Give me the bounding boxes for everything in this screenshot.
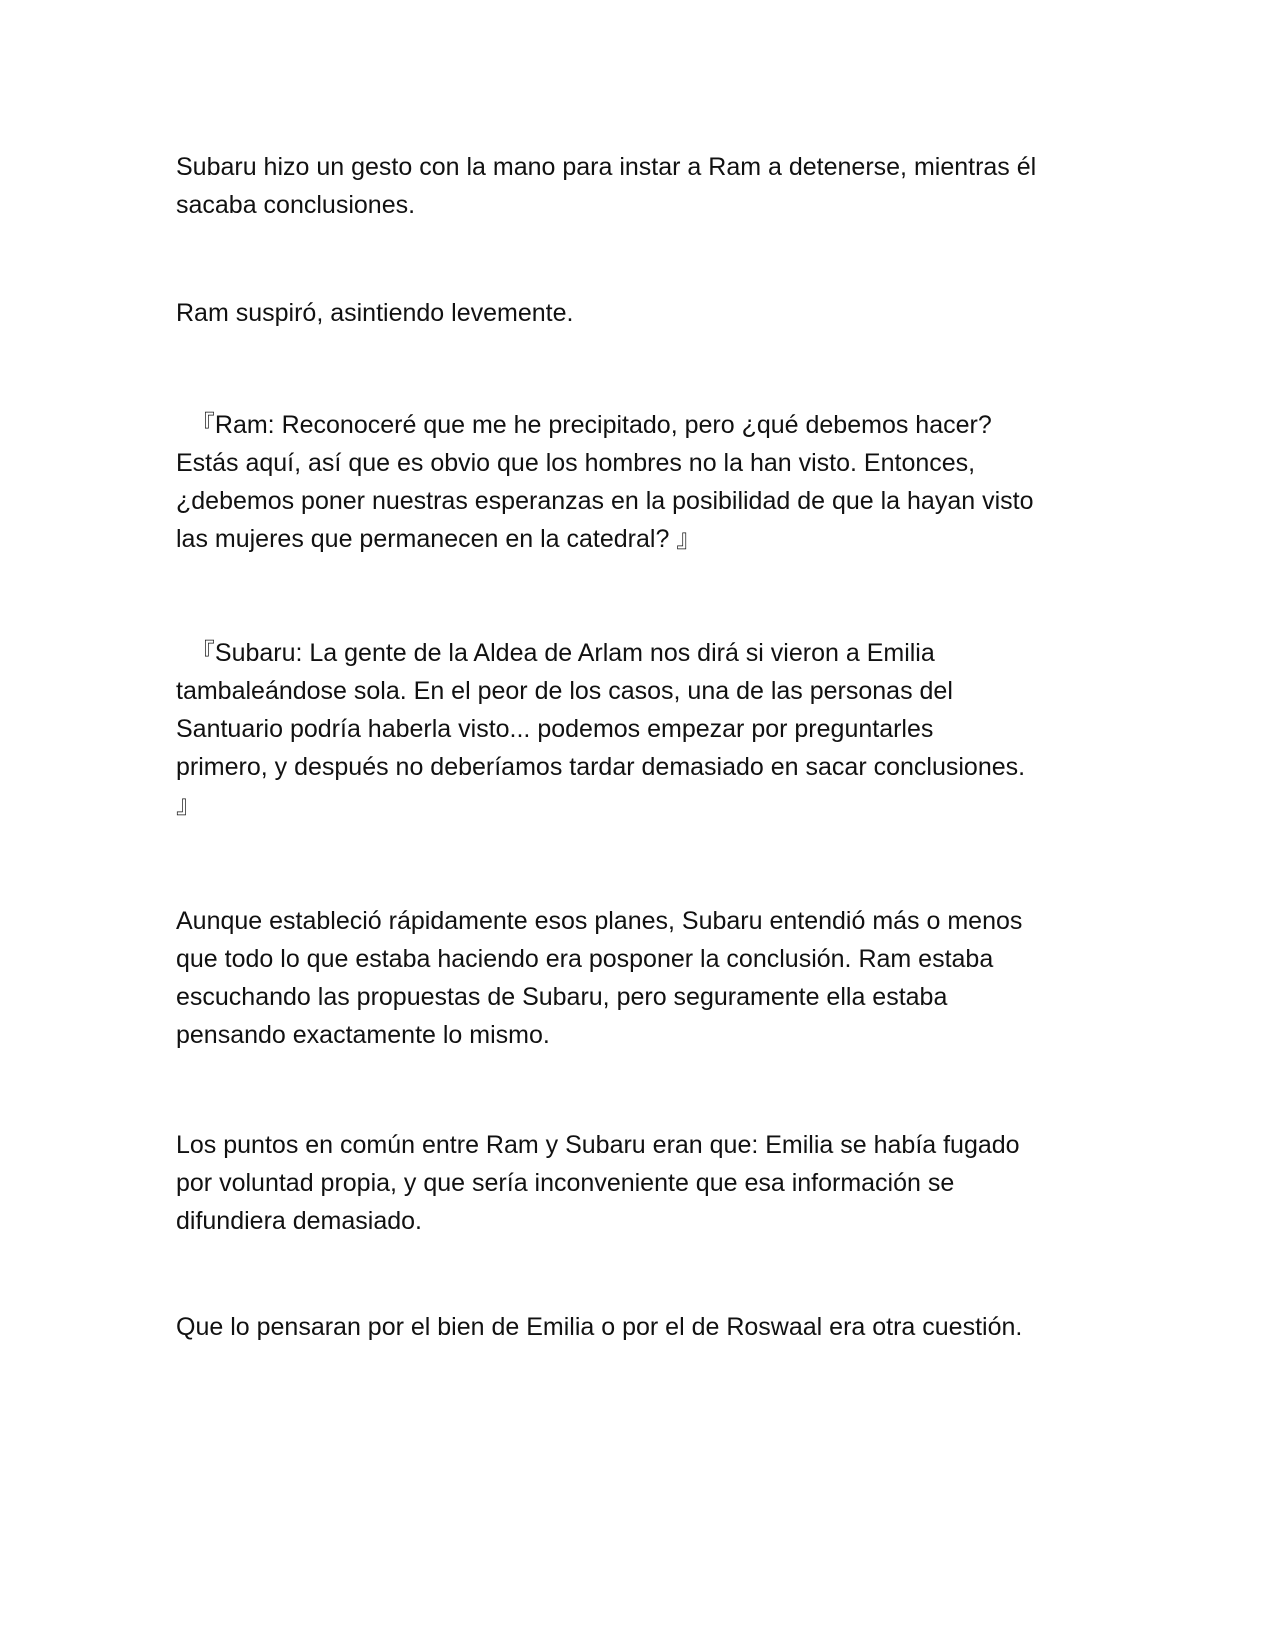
paragraph-line: 『Subaru: La gente de la Aldea de Arlam nos dirá si vieron a Emilia: [176, 639, 935, 667]
paragraph-7: [176, 1308, 1096, 1346]
paragraph-line: sacaba conclusiones.: [176, 191, 416, 219]
paragraph-line: Subaru hizo un gesto con la mano para instar a Ram a detenerse, mientras él: [176, 153, 1037, 181]
paragraph-line: pensando exactamente lo mismo.: [176, 1021, 550, 1049]
paragraph-line: 『Ram: Reconoceré que me he precipitado, pero ¿qué debemos hacer?: [176, 411, 992, 439]
paragraph-line: 』: [176, 791, 202, 819]
paragraph-line: ¿debemos poner nuestras esperanzas en la posibilidad de que la hayan visto: [176, 487, 1034, 515]
paragraph-line: las mujeres que permanecen en la catedral? 』: [176, 525, 702, 553]
paragraph-line: que todo lo que estaba haciendo era posponer la conclusión. Ram estaba: [176, 945, 994, 973]
paragraph-line: Aunque estableció rápidamente esos planes, Subaru entendió más o menos: [176, 907, 1023, 935]
paragraph-line: Que lo pensaran por el bien de Emilia o por el de Roswaal era otra cuestión.: [176, 1313, 1023, 1341]
paragraph-1: [176, 148, 1096, 224]
paragraph-6: [176, 1126, 1096, 1240]
paragraph-line: Estás aquí, así que es obvio que los hombres no la han visto. Entonces,: [176, 449, 976, 477]
paragraph-line: primero, y después no deberíamos tardar demasiado en sacar conclusiones.: [176, 753, 1026, 781]
paragraph-5: [176, 902, 1096, 1054]
paragraph-line: Los puntos en común entre Ram y Subaru eran que: Emilia se había fugado: [176, 1131, 1020, 1159]
paragraph-3-ram-dialogue: [176, 406, 1096, 558]
paragraph-line: difundiera demasiado.: [176, 1207, 422, 1235]
paragraph-line: Ram suspiró, asintiendo levemente.: [176, 299, 574, 327]
paragraph-line: tambaleándose sola. En el peor de los casos, una de las personas del: [176, 677, 953, 705]
paragraph-line: por voluntad propia, y que sería inconveniente que esa información se: [176, 1169, 955, 1197]
paragraph-line: Santuario podría haberla visto... podemos empezar por preguntarles: [176, 715, 934, 743]
paragraph-2: [176, 294, 1096, 332]
paragraph-line: escuchando las propuestas de Subaru, pero seguramente ella estaba: [176, 983, 948, 1011]
paragraph-4-subaru-dialogue: [176, 634, 1096, 824]
